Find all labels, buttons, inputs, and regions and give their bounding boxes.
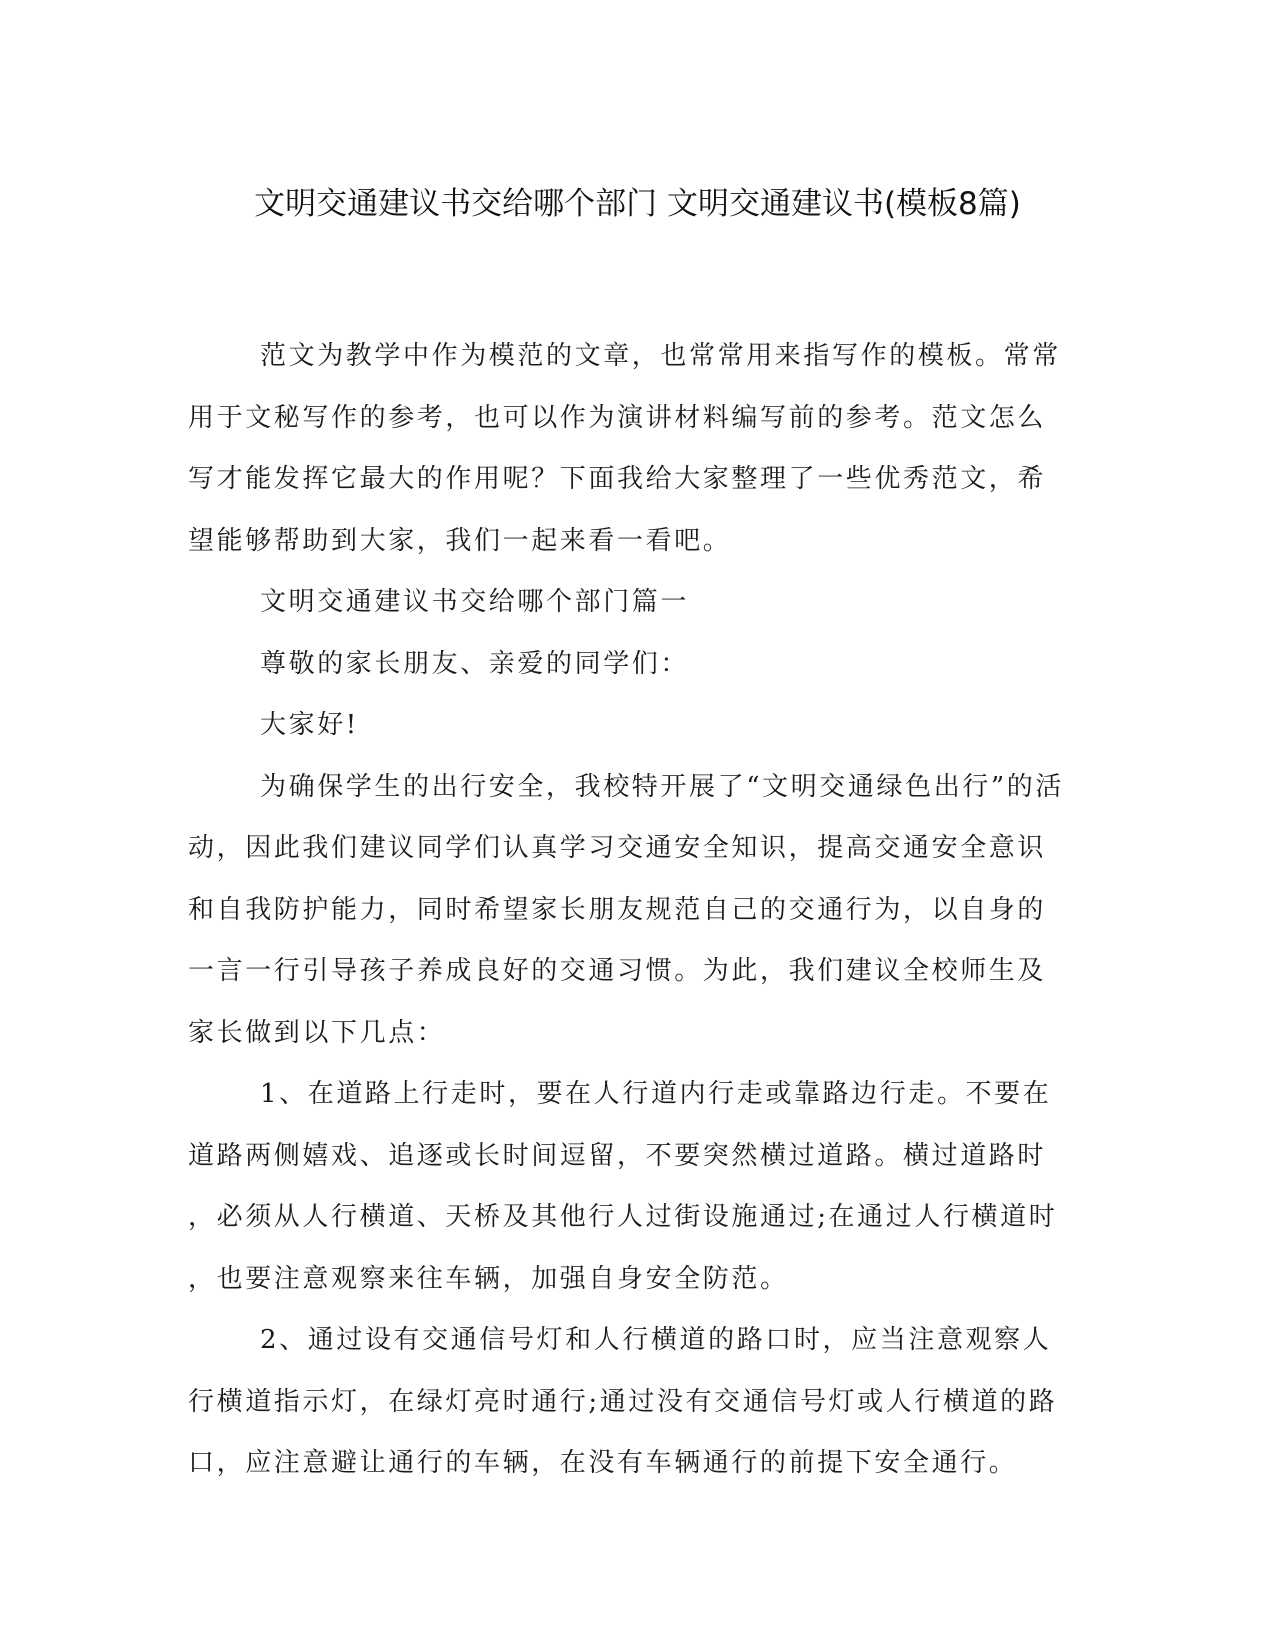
section-heading: 文明交通建议书交给哪个部门篇一: [260, 587, 690, 617]
list-item-line: ，必须从人行横道、天桥及其他行人过街设施通过;在通过人行横道时: [188, 1202, 1058, 1232]
list-item-line: 行横道指示灯，在绿灯亮时通行;通过没有交通信号灯或人行横道的路: [188, 1386, 1058, 1417]
greeting: 大家好!: [260, 710, 359, 740]
intro-line: 用于文秘写作的参考，也可以作为演讲材料编写前的参考。范文怎么: [188, 402, 1047, 433]
salutation: 尊敬的家长朋友、亲爱的同学们：: [260, 648, 690, 679]
paragraph-line: 一言一行引导孩子养成良好的交通习惯。为此，我们建议全校师生及: [188, 956, 1047, 986]
list-item-line: 口，应注意避让通行的车辆，在没有车辆通行的前提下安全通行。: [188, 1448, 1018, 1478]
intro-line: 望能够帮助到大家，我们一起来看一看吧。: [188, 525, 732, 556]
paragraph-line: 为确保学生的出行安全，我校特开展了“文明交通绿色出行”的活: [260, 771, 1064, 802]
paragraph-line: 家长做到以下几点：: [188, 1017, 446, 1048]
document-title: 文明交通建议书交给哪个部门 文明交通建议书(模板8篇): [254, 186, 1021, 222]
intro-paragraph: [188, 326, 1068, 572]
list-item-line: 2、通过设有交通信号灯和人行横道的路口时，应当注意观察人: [260, 1325, 1052, 1355]
document-body: [188, 326, 1068, 1495]
list-item-1: [188, 1064, 1068, 1310]
list-item-2: [188, 1310, 1068, 1495]
paragraph-line: 动，因此我们建议同学们认真学习交通安全知识，提高交通安全意识: [188, 833, 1047, 863]
list-item-line: ，也要注意观察来往车辆，加强自身安全防范。: [188, 1263, 789, 1294]
intro-line: 范文为教学中作为模范的文章，也常常用来指写作的模板。常常: [260, 341, 1061, 371]
paragraph-line: 和自我防护能力，同时希望家长朋友规范自己的交通行为，以自身的: [188, 894, 1047, 925]
intro-line: 写才能发挥它最大的作用呢？下面我给大家整理了一些优秀范文，希: [188, 464, 1047, 494]
list-item-line: 1、在道路上行走时，要在人行道内行走或靠路边行走。不要在: [260, 1079, 1052, 1109]
list-item-line: 道路两侧嬉戏、追逐或长时间逗留，不要突然横过道路。横过道路时: [188, 1140, 1047, 1171]
paragraph-activity: [188, 757, 1068, 1065]
